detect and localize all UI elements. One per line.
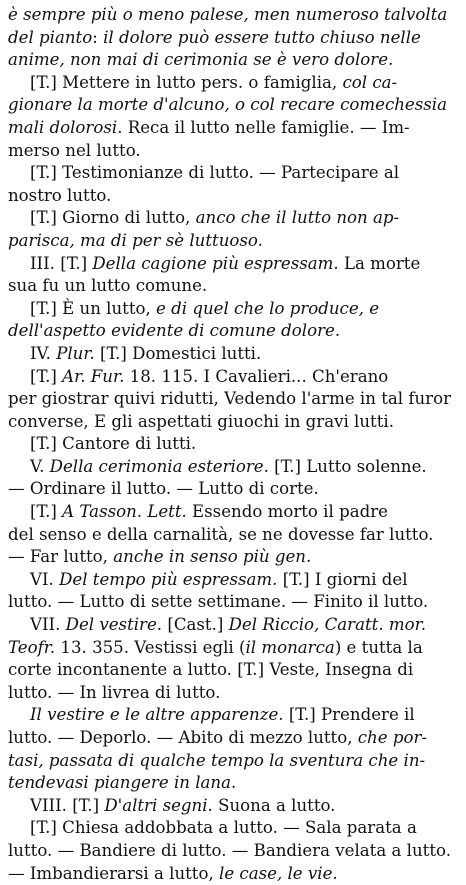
- text-line: [8, 524, 460, 547]
- text-line: [8, 388, 460, 411]
- text-line: [8, 411, 460, 434]
- text-line: [8, 253, 460, 276]
- text-line: [8, 863, 460, 885]
- italic-text: il monarca: [245, 637, 335, 657]
- italic-text: tendevasi piangere in lana.: [8, 773, 237, 793]
- text-line: [8, 727, 460, 750]
- italic-text: anco che il lutto non ap-: [195, 208, 400, 228]
- text-line: [8, 298, 460, 321]
- italic-text: anime, non mai di cerimonia se è vero dolore.: [8, 50, 394, 70]
- text-line: [8, 795, 460, 818]
- italic-text: A Tasson. Lett.: [62, 502, 187, 522]
- roman-text: per giostrar quivi ridutti, Vedendo l'arme in tal furor: [8, 389, 452, 409]
- text-line: [8, 637, 460, 660]
- text-line: [8, 750, 460, 773]
- italic-text: tasi, passata di qualche tempo la sventura che in-: [8, 750, 426, 770]
- text-line: [8, 366, 460, 389]
- text-line: [8, 478, 460, 501]
- roman-text: [T.] Mettere in lutto pers. o famiglia,: [30, 72, 343, 92]
- italic-text: le case, le vie.: [219, 863, 338, 883]
- roman-text: 18. 115. I Cavalieri... Ch'erano: [124, 366, 389, 386]
- italic-text: del pianto: [8, 27, 93, 47]
- roman-text: [T.] Giorno di lutto,: [30, 208, 196, 228]
- italic-text: gionare la morte d'alcuno, o col recare comechessia: [8, 95, 447, 115]
- text-line: [8, 682, 460, 705]
- dictionary-entry-text: [8, 4, 460, 885]
- text-line: [8, 501, 460, 524]
- roman-text: ) e tutta la: [334, 637, 423, 657]
- text-line: [8, 117, 460, 140]
- roman-text: VIII. [T.]: [30, 795, 105, 815]
- roman-text: lutto. — In livrea di lutto.: [8, 682, 221, 702]
- italic-text: che por-: [357, 728, 427, 747]
- roman-text: — Far lutto,: [8, 547, 114, 567]
- text-line: [8, 704, 460, 727]
- italic-text: è sempre più o meno palese, men numeroso talvolta: [8, 5, 448, 24]
- italic-text: dell'aspetto evidente di comune dolore.: [8, 321, 341, 341]
- text-line: [8, 162, 460, 185]
- text-line: [8, 433, 460, 456]
- roman-text: :: [92, 27, 104, 47]
- roman-text: [T.] Prendere il: [283, 705, 415, 725]
- roman-text: sua fu un lutto comune.: [8, 276, 208, 296]
- roman-text: III. [T.]: [30, 253, 93, 273]
- roman-text: La morte: [338, 253, 421, 273]
- italic-text: mali dolorosi: [8, 117, 118, 137]
- roman-text: converse, E gli aspettati giuochi in gravi lutti.: [8, 411, 394, 431]
- italic-text: il dolore può essere tutto chiuso nelle: [103, 27, 421, 47]
- roman-text: [T.] Domestici lutti.: [94, 343, 262, 363]
- italic-text: parisca, ma di per sè luttuoso.: [8, 230, 263, 250]
- roman-text: [Cast.]: [162, 615, 229, 635]
- text-line: [8, 185, 460, 208]
- text-line: [8, 72, 460, 95]
- italic-text: Teofr.: [8, 637, 56, 657]
- italic-text: Del vestire.: [65, 615, 163, 635]
- text-line: [8, 659, 460, 682]
- text-line: [8, 4, 460, 27]
- text-line: [8, 343, 460, 366]
- roman-text: [T.] Testimonianze di lutto. — Partecipare al: [30, 163, 400, 183]
- text-line: [8, 27, 460, 50]
- text-line: [8, 840, 460, 863]
- italic-text: D'altri segni.: [104, 795, 213, 815]
- roman-text: del senso e della carnalità, se ne dovesse far lutto.: [8, 524, 434, 544]
- text-line: [8, 772, 460, 795]
- italic-text: Del Riccio, Caratt. mor.: [228, 615, 426, 635]
- text-line: [8, 614, 460, 637]
- text-line: [8, 569, 460, 592]
- roman-text: [T.]: [30, 366, 63, 386]
- roman-text: Essendo morto il padre: [186, 502, 388, 522]
- roman-text: Suona a lutto.: [212, 795, 336, 815]
- roman-text: lutto. — Lutto di sette settimane. — Finito il lutto.: [8, 592, 429, 612]
- italic-text: Ar. Fur.: [62, 366, 125, 386]
- roman-text: [T.] Lutto solenne.: [268, 456, 427, 476]
- roman-text: [T.]: [30, 502, 63, 522]
- italic-text: Il vestire e le altre apparenze.: [30, 705, 284, 725]
- roman-text: corte incontanente a lutto. [T.] Veste, Insegna di: [8, 660, 414, 680]
- text-line: [8, 230, 460, 253]
- roman-text: — Ordinare il lutto. — Lutto di corte.: [8, 479, 319, 499]
- text-line: [8, 320, 460, 343]
- italic-text: e di quel che lo produce, e: [156, 298, 380, 318]
- text-line: [8, 207, 460, 230]
- italic-text: Della cerimonia esteriore.: [49, 456, 269, 476]
- roman-text: 13. 355. Vestissi egli (: [55, 637, 246, 657]
- text-line: [8, 275, 460, 298]
- text-line: [8, 591, 460, 614]
- italic-text: anche in senso più gen.: [113, 547, 312, 567]
- text-line: [8, 94, 460, 117]
- roman-text: [T.] I giorni del: [277, 569, 408, 589]
- roman-text: lutto. — Deporlo. — Abito di mezzo lutto,: [8, 728, 358, 747]
- text-line: [8, 140, 460, 163]
- text-line: [8, 49, 460, 72]
- roman-text: IV.: [30, 343, 57, 363]
- italic-text: Della cagione più espressam.: [92, 253, 339, 273]
- roman-text: . Reca il lutto nelle famiglie. — Im-: [117, 117, 410, 137]
- roman-text: nostro lutto.: [8, 185, 112, 205]
- roman-text: — Imbandierarsi a lutto,: [8, 863, 220, 883]
- text-line: [8, 546, 460, 569]
- roman-text: V.: [30, 456, 50, 476]
- roman-text: merso nel lutto.: [8, 140, 141, 160]
- italic-text: Del tempo più espressam.: [59, 569, 278, 589]
- text-line: [8, 817, 460, 840]
- roman-text: lutto. — Bandiere di lutto. — Bandiera velata a lutto.: [8, 840, 451, 860]
- roman-text: [T.] È un lutto,: [30, 298, 157, 318]
- roman-text: [T.] Cantore di lutti.: [30, 434, 197, 454]
- italic-text: col ca-: [342, 72, 398, 92]
- italic-text: Plur.: [56, 343, 95, 363]
- roman-text: VI.: [30, 569, 60, 589]
- text-line: [8, 456, 460, 479]
- roman-text: VII.: [30, 615, 66, 635]
- roman-text: [T.] Chiesa addobbata a lutto. — Sala parata a: [30, 818, 417, 838]
